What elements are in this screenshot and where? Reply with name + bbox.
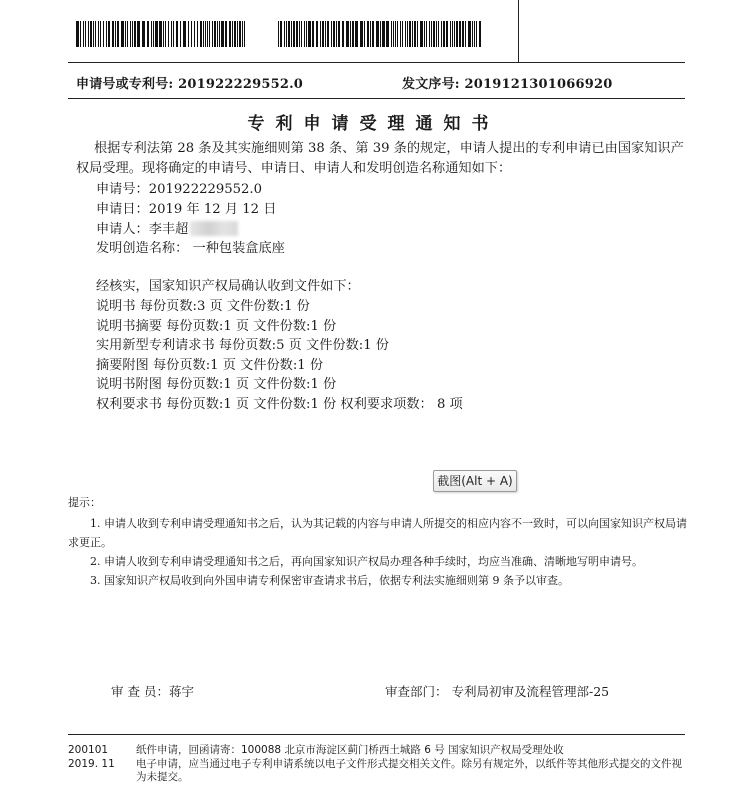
note-item	[68, 552, 688, 571]
document-item: 说明书摘要 每份页数:1 页 文件份数:1 份	[96, 319, 337, 334]
dispatch-number-value: 2019121301066920	[464, 77, 613, 92]
document-item: 实用新型专利请求书 每份页数:5 页 文件份数:1 份	[96, 338, 389, 353]
note-text: 1. 申请人收到专利申请受理通知书之后，认为其记载的内容与申请人所提交的相应内容不一致时，可以向国家知识产权局请求更正。	[68, 517, 687, 549]
footer-code: 2019. 11	[68, 758, 115, 770]
notice-title: 专利申请受理通知书	[247, 114, 500, 134]
note-text: 2. 申请人收到专利申请受理通知书之后，再向国家知识产权局办理各种手续时，均应当准确、清晰地写明申请号。	[90, 555, 643, 568]
applicant-text: 申请人：李丰超	[96, 222, 189, 237]
barcode-bar	[479, 21, 481, 47]
screenshot-tooltip-button[interactable]: 截图(Alt + A)	[433, 470, 517, 492]
detail-applicant	[96, 220, 238, 239]
document-item: 摘要附图 每份页数:1 页 文件份数:1 份	[96, 358, 324, 373]
application-number-value: 201922229552.0	[178, 77, 304, 92]
detail-application-number: 申请号：201922229552.0	[96, 182, 263, 197]
application-number-field	[76, 73, 303, 92]
dispatch-number-field	[402, 73, 612, 92]
redacted-blur	[190, 221, 238, 236]
application-number-label: 申请号或专利号:	[76, 77, 174, 92]
note-item	[68, 514, 688, 552]
detail-invention-name: 发明创造名称： 一种包装盒底座	[96, 241, 285, 256]
detail-application-date: 申请日：2019 年 12 月 12 日	[96, 202, 277, 217]
document-item: 说明书 每份页数:3 页 文件份数:1 份	[96, 299, 310, 314]
footer-code: 200101	[68, 744, 109, 756]
header-divider-vertical	[518, 0, 519, 62]
reviewer: 审 查 员：蒋宇	[111, 684, 194, 699]
document-item: 说明书附图 每份页数:1 页 文件份数:1 份	[96, 377, 337, 392]
footer-text: 电子申请，应当通过电子专利申请系统以电子文件形式提交相关文件。除另有规定外，以纸件等其他形式提交的文件视为未提交。	[136, 758, 682, 783]
document-item: 权利要求书 每份页数:1 页 文件份数:1 份 权利要求项数： 8 项	[96, 397, 463, 412]
header-rule-top	[68, 62, 685, 63]
dispatch-number-label: 发文序号:	[402, 77, 460, 92]
footer-text: 纸件申请，回函请寄：100088 北京市海淀区蓟门桥西土城路 6 号 国家知识产权局受理处收	[136, 744, 564, 756]
note-text: 3. 国家知识产权局收到向外国申请专利保密审查请求书后，依据专利法实施细则第 9 条予以审查。	[90, 574, 569, 587]
intro-paragraph: 根据专利法第 28 条及其实施细则第 38 条、第 39 条的规定，申请人提出的专利申请已由国家知识产权局受理。现将确定的申请号、申请日、申请人和发明创造名称通知如下：	[76, 141, 684, 176]
barcode-bar	[244, 21, 245, 47]
barcode-left	[76, 21, 245, 47]
header-rule-bottom	[68, 98, 685, 99]
footer-rule	[68, 734, 685, 735]
notes-label: 提示：	[68, 496, 101, 509]
barcode-right	[278, 21, 481, 47]
note-item	[68, 571, 688, 590]
received-intro: 经核实，国家知识产权局确认收到文件如下：	[96, 279, 360, 294]
review-department: 审查部门： 专利局初审及流程管理部-25	[385, 684, 610, 699]
